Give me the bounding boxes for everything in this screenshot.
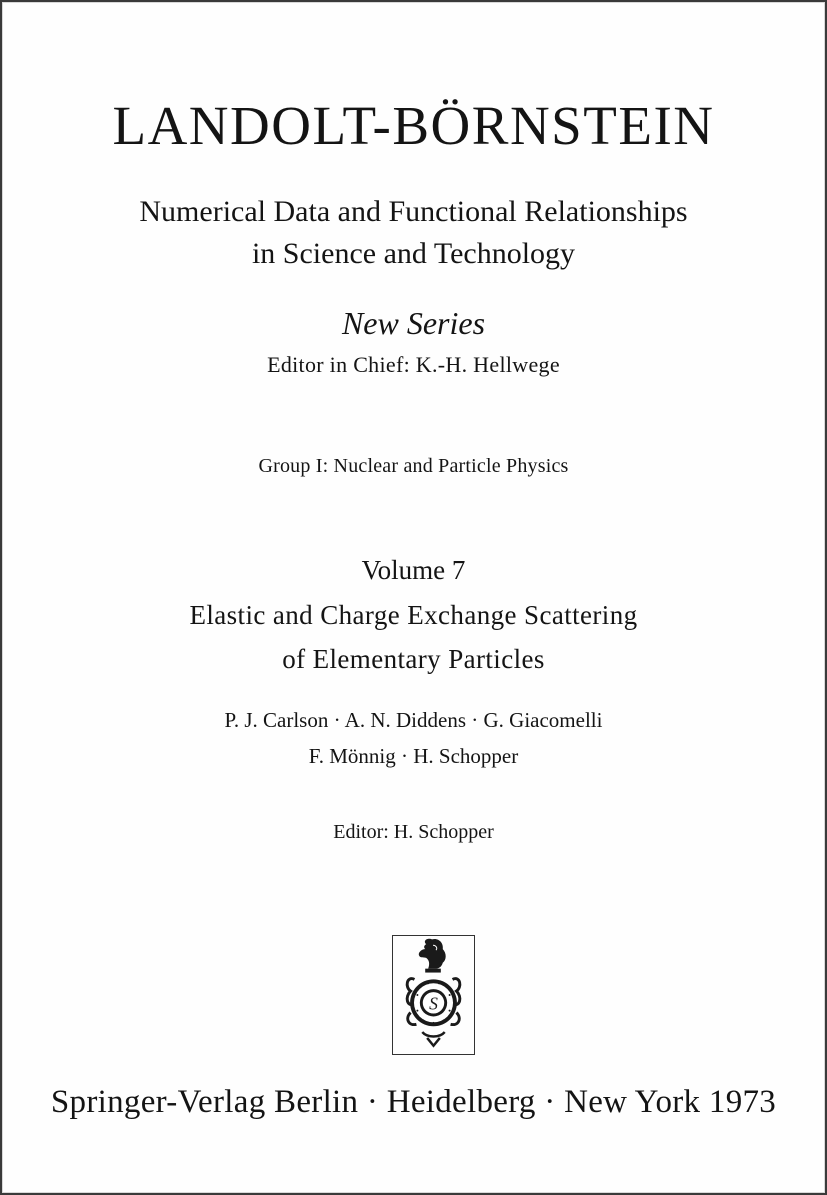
editor-in-chief: Editor in Chief: K.-H. Hellwege — [267, 352, 560, 377]
subtitle-line-1: Numerical Data and Functional Relationships — [139, 195, 688, 228]
book-title: LANDOLT-BÖRNSTEIN — [112, 95, 715, 156]
svg-text:S: S — [429, 993, 438, 1014]
volume-title-line-1: Elastic and Charge Exchange Scattering — [189, 600, 638, 630]
springer-knight-seal-icon — [392, 935, 475, 1055]
volume-editor: Editor: H. Schopper — [333, 821, 494, 843]
publisher-imprint: Springer-Verlag Berlin · Heidelberg · New York 1973 — [50, 1084, 777, 1120]
series-name: New Series — [341, 305, 486, 341]
volume-title-line-2: of Elementary Particles — [282, 644, 545, 674]
group-label: Group I: Nuclear and Particle Physics — [258, 455, 569, 477]
authors-line-2: F. Mönnig · H. Schopper — [308, 744, 519, 768]
subtitle-line-2: in Science and Technology — [251, 237, 576, 270]
authors-line-1: P. J. Carlson · A. N. Diddens · G. Giacomelli — [224, 708, 603, 732]
volume-number: Volume 7 — [361, 555, 466, 585]
